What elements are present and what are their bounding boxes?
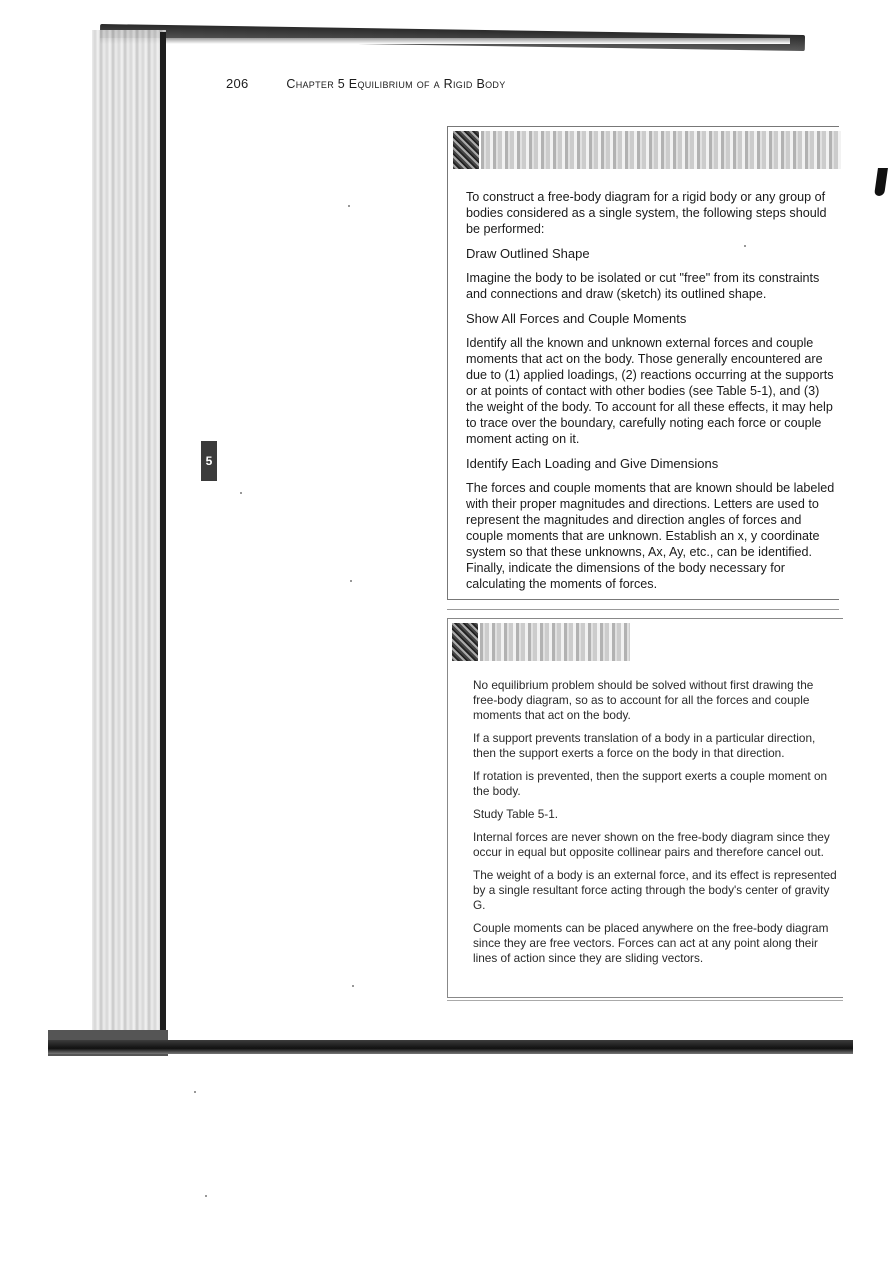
step-title-outline: Draw Outlined Shape	[466, 246, 590, 261]
speck	[348, 205, 350, 207]
book-spine-shadow	[92, 30, 166, 1055]
important-points-content	[473, 678, 839, 974]
important-point: Internal forces are never shown on the free-body diagram since they occur in equal but opposite collinear pairs and therefore cancel out.	[473, 830, 830, 859]
important-point: No equilibrium problem should be solved without first drawing the free-body diagram, so as to account for all the forces and couple moments that act on the body.	[473, 678, 814, 722]
speck	[240, 492, 242, 494]
procedure-content	[466, 189, 838, 601]
important-point: The weight of a body is an external force, and its effect is represented by a single resultant force acting through the body's center of gravity G.	[473, 868, 837, 912]
step-title-forces: Show All Forces and Couple Moments	[466, 311, 687, 326]
important-point: If rotation is prevented, then the support exerts a couple moment on the body.	[473, 769, 828, 798]
important-points-box-rule	[447, 1000, 843, 1001]
speck	[350, 580, 352, 582]
chapter-side-tab: 5	[201, 441, 217, 481]
step-text-forces: Identify all the known and unknown external forces and couple moments that act on the body. Those generally encountered are due to (1) applied loadings, (2) reactions occurring at the supports or at points of contact with other bodies (see Table 5-1), and (3) the weight of the body. To account for all these effects, it may help to trace over the boundary, carefully noting each force or couple moment acting on it.	[466, 336, 834, 446]
speck	[352, 985, 354, 987]
step-title-loading: Identify Each Loading and Give Dimensions	[466, 456, 719, 471]
procedure-intro: To construct a free-body diagram for a rigid body or any group of bodies considered as a single system, the following steps should be performed:	[466, 190, 827, 236]
important-point: Couple moments can be placed anywhere on the free-body diagram since they are free vectors. Forces can act at any point along their lines of action since they are sliding vectors.	[473, 921, 829, 965]
speck	[205, 1195, 207, 1197]
page-gutter-edge	[160, 32, 166, 1052]
page-edge-mark	[874, 168, 888, 196]
step-text-loading: The forces and couple moments that are known should be labeled with their proper magnitudes and directions. Letters are used to represent the magnitudes and direction angles of forces and couple moments that are unknown. Establish an x, y coordinate system so that these unknowns, Ax, Ay, etc., can be identified. Finally, indicate the dimensions of the body necessary for calculating the moments of forces.	[466, 481, 835, 591]
scan-shadow-bottom	[48, 1040, 853, 1054]
step-text-outline: Imagine the body to be isolated or cut "free" from its constraints and connections and draw (sketch) its outlined shape.	[466, 271, 820, 301]
important-point: If a support prevents translation of a body in a particular direction, then the support exerts a force on the body in that direction.	[473, 731, 816, 760]
scan-shadow-top-fade	[100, 38, 790, 44]
important-point: Study Table 5-1.	[473, 807, 559, 821]
page-number: 206	[226, 76, 249, 91]
procedure-box-rule	[447, 609, 839, 610]
chapter-title: Chapter 5 Equilibrium of a Rigid Body	[286, 77, 506, 91]
speck	[194, 1091, 196, 1093]
running-header	[226, 76, 506, 91]
